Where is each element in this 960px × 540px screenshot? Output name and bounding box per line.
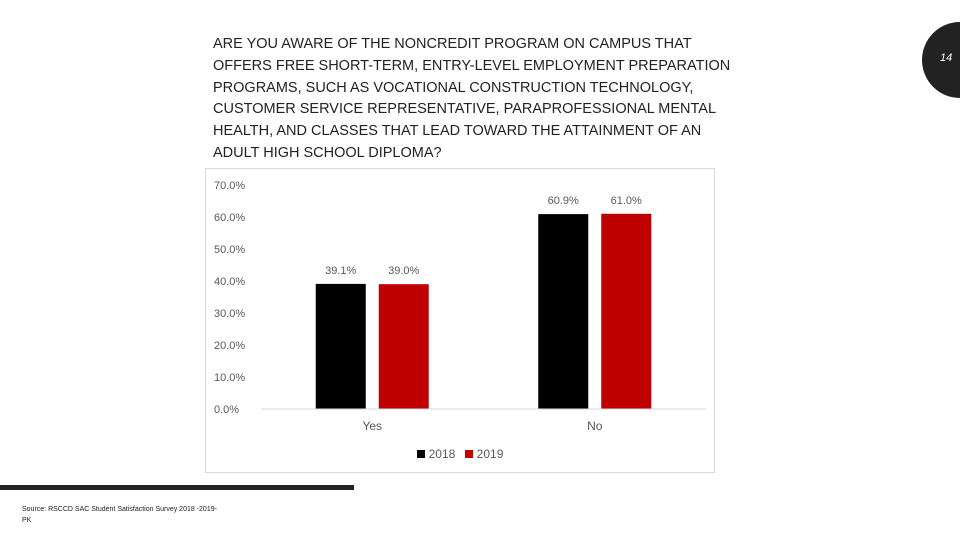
legend-swatch-2018 (417, 450, 425, 458)
y-tick-label: 10.0% (214, 372, 246, 384)
survey-question: ARE YOU AWARE OF THE NONCREDIT PROGRAM ON CAMPUS THAT OFFERS FREE SHORT-TERM, ENTRY-LEVEL EMPLOYMENT PREPARATION PROGRAMS, SUCH AS VOCATIONAL CONSTRUCTION TECHNOLOGY, CUSTOMER SERVICE REPRESENTATIVE, PARAPROFESSIONAL MENTAL HEALTH, AND CLASSES THAT LEAD TOWARD THE ATTAINMENT OF AN ADULT HIGH SCHOOL DIPLOMA? (213, 36, 731, 161)
legend-swatch-2019 (465, 450, 473, 458)
page-number-badge (922, 22, 960, 98)
data-label: 61.0% (610, 194, 642, 207)
bar-2019-yes (379, 284, 429, 409)
x-tick-label: Yes (362, 419, 383, 433)
y-tick-label: 30.0% (214, 308, 246, 320)
chart-legend (206, 447, 714, 461)
source-divider (0, 485, 354, 490)
bar-2018-no (538, 214, 588, 409)
bar-2018-yes (316, 284, 366, 409)
bar-2019-no (601, 214, 651, 409)
source-note: Source: RSCCD SAC Student Satisfaction Survey 2018 -2019-PK (22, 506, 217, 524)
y-tick-label: 50.0% (214, 244, 246, 256)
data-label: 60.9% (547, 195, 579, 208)
page-number: 14 (940, 52, 953, 64)
y-tick-label: 40.0% (214, 276, 246, 288)
bar-chart (206, 169, 716, 474)
legend-label-2018: 2018 (428, 447, 456, 461)
legend-item-2019 (465, 447, 504, 461)
data-label: 39.1% (325, 264, 357, 277)
y-tick-label: 20.0% (214, 340, 246, 352)
x-tick-label: No (587, 419, 603, 433)
data-label: 39.0% (388, 265, 420, 278)
legend-item-2018 (417, 447, 456, 461)
y-tick-label: 60.0% (214, 212, 246, 224)
chart-container (205, 168, 715, 473)
y-tick-label: 70.0% (214, 180, 246, 192)
legend-label-2019: 2019 (476, 447, 504, 461)
y-tick-label: 0.0% (214, 404, 240, 416)
